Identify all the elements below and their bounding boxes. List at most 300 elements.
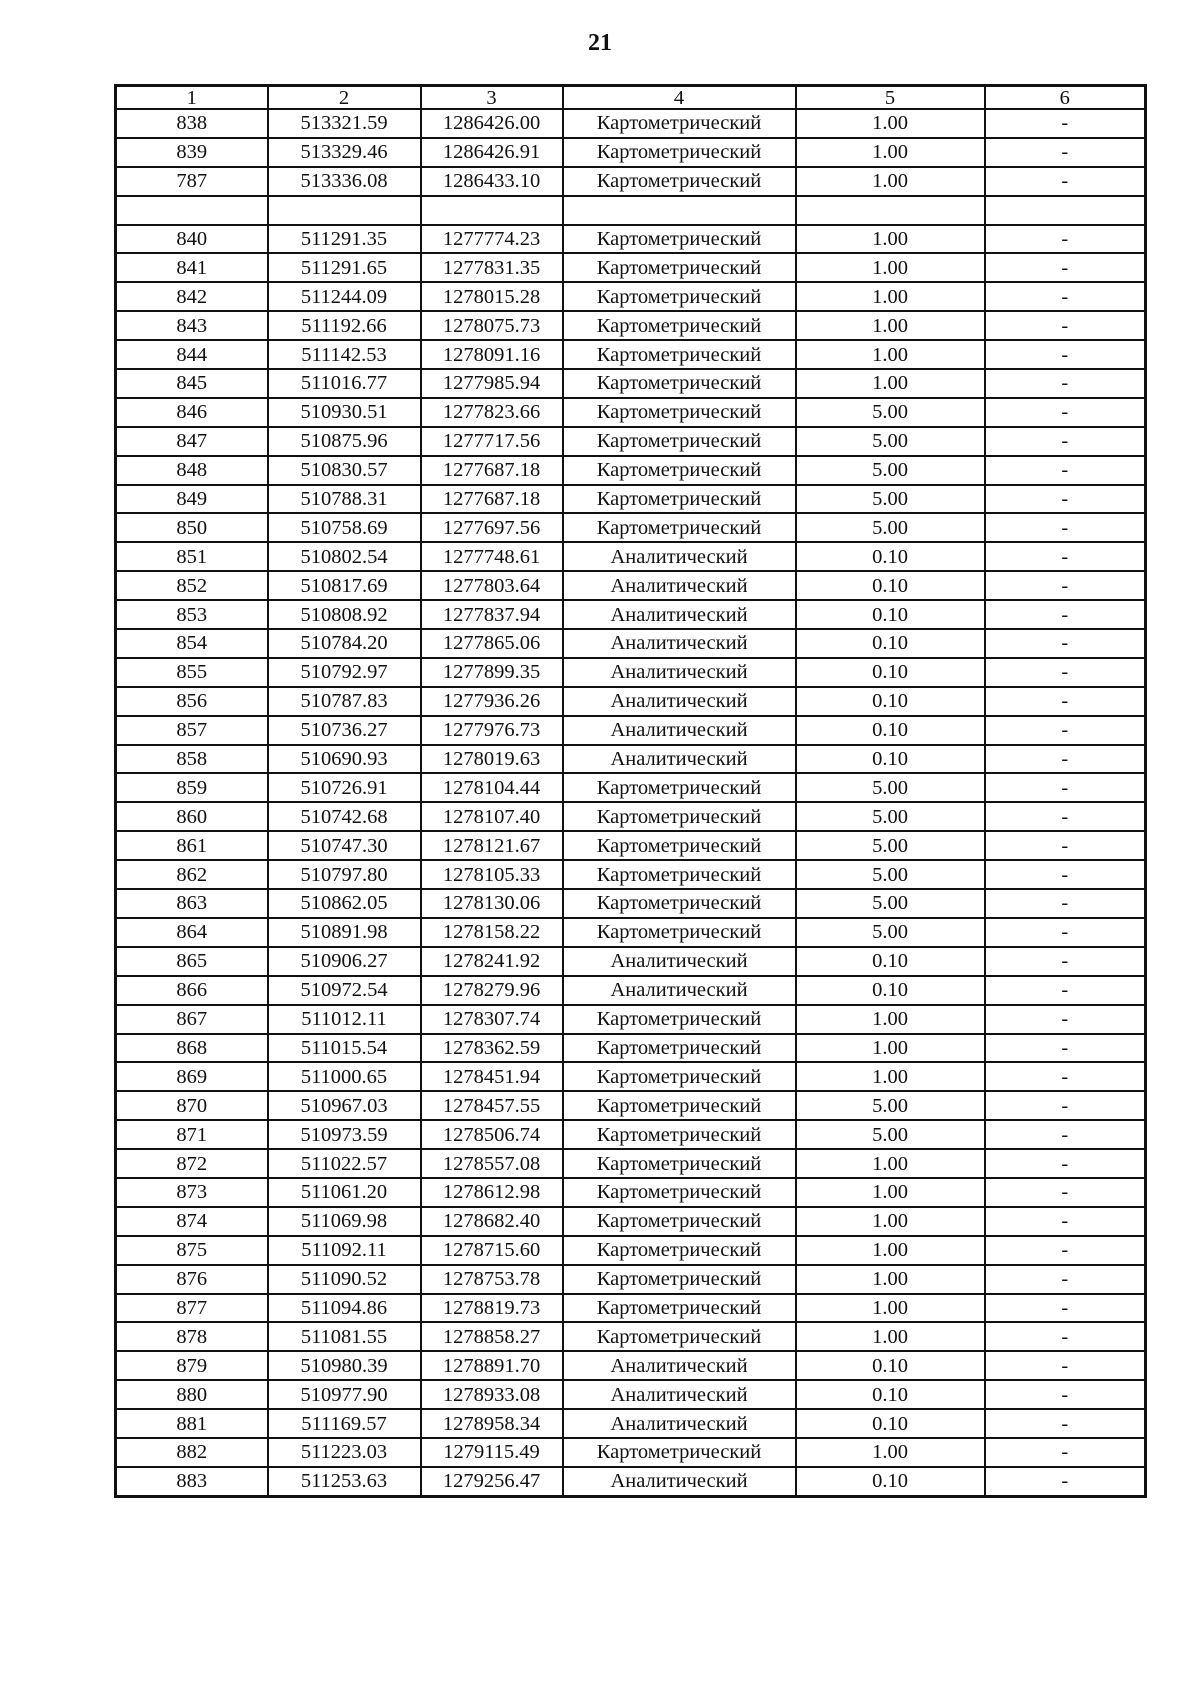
- point-number-cell: [116, 196, 268, 225]
- accuracy-cell: 0.10: [796, 629, 985, 658]
- x-coordinate-cell: 510787.83: [268, 687, 421, 716]
- table-row: [116, 918, 1146, 947]
- method-cell: [563, 196, 796, 225]
- table-row: [116, 600, 1146, 629]
- point-number-cell: 875: [116, 1236, 268, 1265]
- x-coordinate-cell: 510891.98: [268, 918, 421, 947]
- y-coordinate-cell: 1278019.63: [421, 745, 563, 774]
- point-number-cell: 877: [116, 1294, 268, 1323]
- column-header: 5: [796, 86, 985, 110]
- note-cell: -: [985, 311, 1146, 340]
- table-row: [116, 802, 1146, 831]
- point-number-cell: 852: [116, 571, 268, 600]
- x-coordinate-cell: 510967.03: [268, 1091, 421, 1120]
- table-row: [116, 1294, 1146, 1323]
- y-coordinate-cell: 1278891.70: [421, 1351, 563, 1380]
- accuracy-cell: 5.00: [796, 1091, 985, 1120]
- y-coordinate-cell: 1277837.94: [421, 600, 563, 629]
- point-number-cell: 880: [116, 1380, 268, 1409]
- x-coordinate-cell: 511012.11: [268, 1005, 421, 1034]
- x-coordinate-cell: 510802.54: [268, 542, 421, 571]
- x-coordinate-cell: 511169.57: [268, 1409, 421, 1438]
- y-coordinate-cell: 1278451.94: [421, 1062, 563, 1091]
- point-number-cell: 873: [116, 1178, 268, 1207]
- note-cell: -: [985, 1438, 1146, 1467]
- table-row: [116, 485, 1146, 514]
- method-cell: Картометрический: [563, 1178, 796, 1207]
- accuracy-cell: 5.00: [796, 860, 985, 889]
- point-number-cell: 859: [116, 773, 268, 802]
- accuracy-cell: 0.10: [796, 745, 985, 774]
- accuracy-cell: 1.00: [796, 369, 985, 398]
- y-coordinate-cell: 1277985.94: [421, 369, 563, 398]
- table-row: [116, 976, 1146, 1005]
- method-cell: Картометрический: [563, 1265, 796, 1294]
- x-coordinate-cell: 510817.69: [268, 571, 421, 600]
- note-cell: -: [985, 456, 1146, 485]
- point-number-cell: 853: [116, 600, 268, 629]
- x-coordinate-cell: 511192.66: [268, 311, 421, 340]
- table-row: [116, 860, 1146, 889]
- point-number-cell: 843: [116, 311, 268, 340]
- accuracy-cell: 1.00: [796, 1034, 985, 1063]
- note-cell: -: [985, 1034, 1146, 1063]
- x-coordinate-cell: 511253.63: [268, 1467, 421, 1496]
- note-cell: -: [985, 1005, 1146, 1034]
- note-cell: -: [985, 716, 1146, 745]
- method-cell: Картометрический: [563, 889, 796, 918]
- accuracy-cell: 1.00: [796, 340, 985, 369]
- accuracy-cell: 1.00: [796, 1265, 985, 1294]
- method-cell: Аналитический: [563, 687, 796, 716]
- column-header: 1: [116, 86, 268, 110]
- method-cell: Картометрический: [563, 1294, 796, 1323]
- table-row: [116, 282, 1146, 311]
- table-row: [116, 369, 1146, 398]
- note-cell: -: [985, 542, 1146, 571]
- point-number-cell: 787: [116, 167, 268, 196]
- accuracy-cell: 1.00: [796, 1438, 985, 1467]
- note-cell: -: [985, 109, 1146, 138]
- table-row: [116, 196, 1146, 225]
- y-coordinate-cell: 1277774.23: [421, 225, 563, 254]
- accuracy-cell: 5.00: [796, 1120, 985, 1149]
- table-row: [116, 427, 1146, 456]
- table-row: [116, 1438, 1146, 1467]
- method-cell: Аналитический: [563, 947, 796, 976]
- x-coordinate-cell: 511069.98: [268, 1207, 421, 1236]
- note-cell: -: [985, 253, 1146, 282]
- y-coordinate-cell: 1286426.91: [421, 138, 563, 167]
- accuracy-cell: 5.00: [796, 398, 985, 427]
- x-coordinate-cell: 510758.69: [268, 513, 421, 542]
- y-coordinate-cell: 1277831.35: [421, 253, 563, 282]
- method-cell: Аналитический: [563, 1380, 796, 1409]
- x-coordinate-cell: 511000.65: [268, 1062, 421, 1091]
- x-coordinate-cell: 510788.31: [268, 485, 421, 514]
- table-row: [116, 1351, 1146, 1380]
- point-number-cell: 867: [116, 1005, 268, 1034]
- accuracy-cell: 5.00: [796, 485, 985, 514]
- accuracy-cell: 1.00: [796, 167, 985, 196]
- point-number-cell: 855: [116, 658, 268, 687]
- accuracy-cell: 1.00: [796, 1005, 985, 1034]
- y-coordinate-cell: 1277823.66: [421, 398, 563, 427]
- table-row: [116, 658, 1146, 687]
- table-row: [116, 340, 1146, 369]
- x-coordinate-cell: 511061.20: [268, 1178, 421, 1207]
- method-cell: Аналитический: [563, 629, 796, 658]
- method-cell: Аналитический: [563, 1351, 796, 1380]
- note-cell: -: [985, 225, 1146, 254]
- accuracy-cell: 5.00: [796, 802, 985, 831]
- point-number-cell: 882: [116, 1438, 268, 1467]
- method-cell: Аналитический: [563, 1409, 796, 1438]
- y-coordinate-cell: 1277687.18: [421, 485, 563, 514]
- note-cell: -: [985, 1322, 1146, 1351]
- accuracy-cell: 5.00: [796, 456, 985, 485]
- header-row: [116, 86, 1146, 110]
- table-row: [116, 1062, 1146, 1091]
- table-row: [116, 138, 1146, 167]
- method-cell: Картометрический: [563, 456, 796, 485]
- y-coordinate-cell: 1277748.61: [421, 542, 563, 571]
- table-row: [116, 1236, 1146, 1265]
- table-row: [116, 1207, 1146, 1236]
- x-coordinate-cell: 513321.59: [268, 109, 421, 138]
- point-number-cell: 866: [116, 976, 268, 1005]
- table-row: [116, 773, 1146, 802]
- y-coordinate-cell: 1277936.26: [421, 687, 563, 716]
- method-cell: Картометрический: [563, 427, 796, 456]
- x-coordinate-cell: 510972.54: [268, 976, 421, 1005]
- accuracy-cell: 5.00: [796, 427, 985, 456]
- x-coordinate-cell: 510930.51: [268, 398, 421, 427]
- accuracy-cell: 5.00: [796, 831, 985, 860]
- column-header: 2: [268, 86, 421, 110]
- note-cell: -: [985, 1091, 1146, 1120]
- accuracy-cell: 1.00: [796, 1178, 985, 1207]
- point-number-cell: 860: [116, 802, 268, 831]
- point-number-cell: 847: [116, 427, 268, 456]
- note-cell: -: [985, 976, 1146, 1005]
- y-coordinate-cell: 1278557.08: [421, 1149, 563, 1178]
- y-coordinate-cell: 1277687.18: [421, 456, 563, 485]
- note-cell: -: [985, 802, 1146, 831]
- table-row: [116, 947, 1146, 976]
- point-number-cell: 857: [116, 716, 268, 745]
- point-number-cell: 854: [116, 629, 268, 658]
- accuracy-cell: 0.10: [796, 947, 985, 976]
- note-cell: -: [985, 860, 1146, 889]
- x-coordinate-cell: 511022.57: [268, 1149, 421, 1178]
- method-cell: Аналитический: [563, 716, 796, 745]
- y-coordinate-cell: 1277976.73: [421, 716, 563, 745]
- note-cell: -: [985, 1062, 1146, 1091]
- accuracy-cell: 0.10: [796, 1467, 985, 1496]
- method-cell: Картометрический: [563, 253, 796, 282]
- method-cell: Картометрический: [563, 1034, 796, 1063]
- table-row: [116, 398, 1146, 427]
- point-number-cell: 874: [116, 1207, 268, 1236]
- point-number-cell: 840: [116, 225, 268, 254]
- note-cell: -: [985, 340, 1146, 369]
- note-cell: -: [985, 1409, 1146, 1438]
- x-coordinate-cell: 511291.35: [268, 225, 421, 254]
- table-row: [116, 1149, 1146, 1178]
- y-coordinate-cell: 1278279.96: [421, 976, 563, 1005]
- point-number-cell: 849: [116, 485, 268, 514]
- point-number-cell: 861: [116, 831, 268, 860]
- accuracy-cell: 0.10: [796, 600, 985, 629]
- method-cell: Картометрический: [563, 485, 796, 514]
- note-cell: -: [985, 1149, 1146, 1178]
- note-cell: -: [985, 1265, 1146, 1294]
- x-coordinate-cell: 511223.03: [268, 1438, 421, 1467]
- y-coordinate-cell: 1278506.74: [421, 1120, 563, 1149]
- method-cell: Картометрический: [563, 1091, 796, 1120]
- y-coordinate-cell: 1278158.22: [421, 918, 563, 947]
- table-row: [116, 542, 1146, 571]
- accuracy-cell: 1.00: [796, 1149, 985, 1178]
- x-coordinate-cell: 510690.93: [268, 745, 421, 774]
- y-coordinate-cell: 1278753.78: [421, 1265, 563, 1294]
- y-coordinate-cell: 1277697.56: [421, 513, 563, 542]
- method-cell: Картометрический: [563, 860, 796, 889]
- x-coordinate-cell: 511142.53: [268, 340, 421, 369]
- y-coordinate-cell: 1279256.47: [421, 1467, 563, 1496]
- x-coordinate-cell: 510906.27: [268, 947, 421, 976]
- accuracy-cell: 5.00: [796, 773, 985, 802]
- method-cell: Картометрический: [563, 1062, 796, 1091]
- y-coordinate-cell: 1277899.35: [421, 658, 563, 687]
- accuracy-cell: 0.10: [796, 1380, 985, 1409]
- point-number-cell: 844: [116, 340, 268, 369]
- accuracy-cell: [796, 196, 985, 225]
- accuracy-cell: 5.00: [796, 889, 985, 918]
- table-row: [116, 1005, 1146, 1034]
- note-cell: -: [985, 918, 1146, 947]
- x-coordinate-cell: 510830.57: [268, 456, 421, 485]
- x-coordinate-cell: 511291.65: [268, 253, 421, 282]
- point-number-cell: 845: [116, 369, 268, 398]
- note-cell: -: [985, 1207, 1146, 1236]
- x-coordinate-cell: 510875.96: [268, 427, 421, 456]
- table-row: [116, 1265, 1146, 1294]
- method-cell: Картометрический: [563, 802, 796, 831]
- point-number-cell: 872: [116, 1149, 268, 1178]
- table-row: [116, 889, 1146, 918]
- table-row: [116, 1322, 1146, 1351]
- note-cell: -: [985, 1467, 1146, 1496]
- method-cell: Картометрический: [563, 773, 796, 802]
- method-cell: Аналитический: [563, 658, 796, 687]
- note-cell: -: [985, 947, 1146, 976]
- y-coordinate-cell: 1278682.40: [421, 1207, 563, 1236]
- accuracy-cell: 1.00: [796, 225, 985, 254]
- point-number-cell: 842: [116, 282, 268, 311]
- note-cell: [985, 196, 1146, 225]
- method-cell: Аналитический: [563, 600, 796, 629]
- table-row: [116, 571, 1146, 600]
- y-coordinate-cell: 1278819.73: [421, 1294, 563, 1323]
- method-cell: Картометрический: [563, 918, 796, 947]
- note-cell: -: [985, 600, 1146, 629]
- method-cell: Картометрический: [563, 1005, 796, 1034]
- x-coordinate-cell: 511090.52: [268, 1265, 421, 1294]
- x-coordinate-cell: 510977.90: [268, 1380, 421, 1409]
- x-coordinate-cell: 511015.54: [268, 1034, 421, 1063]
- note-cell: -: [985, 513, 1146, 542]
- y-coordinate-cell: 1278362.59: [421, 1034, 563, 1063]
- accuracy-cell: 1.00: [796, 311, 985, 340]
- point-number-cell: 838: [116, 109, 268, 138]
- method-cell: Картометрический: [563, 340, 796, 369]
- method-cell: Картометрический: [563, 311, 796, 340]
- table-row: [116, 745, 1146, 774]
- y-coordinate-cell: [421, 196, 563, 225]
- note-cell: -: [985, 1178, 1146, 1207]
- point-number-cell: 863: [116, 889, 268, 918]
- accuracy-cell: 0.10: [796, 571, 985, 600]
- y-coordinate-cell: 1278241.92: [421, 947, 563, 976]
- note-cell: -: [985, 369, 1146, 398]
- point-number-cell: 841: [116, 253, 268, 282]
- table-row: [116, 1120, 1146, 1149]
- y-coordinate-cell: 1278104.44: [421, 773, 563, 802]
- note-cell: -: [985, 773, 1146, 802]
- method-cell: Картометрический: [563, 1149, 796, 1178]
- table-row: [116, 687, 1146, 716]
- table-row: [116, 311, 1146, 340]
- x-coordinate-cell: 510808.92: [268, 600, 421, 629]
- method-cell: Картометрический: [563, 225, 796, 254]
- table-row: [116, 831, 1146, 860]
- table-row: [116, 1409, 1146, 1438]
- accuracy-cell: 1.00: [796, 1322, 985, 1351]
- method-cell: Картометрический: [563, 1236, 796, 1265]
- point-number-cell: 883: [116, 1467, 268, 1496]
- accuracy-cell: 0.10: [796, 542, 985, 571]
- x-coordinate-cell: 510973.59: [268, 1120, 421, 1149]
- method-cell: Картометрический: [563, 831, 796, 860]
- accuracy-cell: 1.00: [796, 1062, 985, 1091]
- table-body: [116, 109, 1146, 1496]
- method-cell: Аналитический: [563, 745, 796, 774]
- note-cell: -: [985, 138, 1146, 167]
- y-coordinate-cell: 1277803.64: [421, 571, 563, 600]
- note-cell: -: [985, 831, 1146, 860]
- table-row: [116, 513, 1146, 542]
- y-coordinate-cell: 1278933.08: [421, 1380, 563, 1409]
- y-coordinate-cell: 1278612.98: [421, 1178, 563, 1207]
- accuracy-cell: 5.00: [796, 513, 985, 542]
- y-coordinate-cell: 1278307.74: [421, 1005, 563, 1034]
- note-cell: -: [985, 629, 1146, 658]
- point-number-cell: 876: [116, 1265, 268, 1294]
- table-row: [116, 109, 1146, 138]
- column-header: 6: [985, 86, 1146, 110]
- point-number-cell: 869: [116, 1062, 268, 1091]
- method-cell: Аналитический: [563, 571, 796, 600]
- point-number-cell: 870: [116, 1091, 268, 1120]
- x-coordinate-cell: 510742.68: [268, 802, 421, 831]
- table-row: [116, 225, 1146, 254]
- accuracy-cell: 1.00: [796, 1294, 985, 1323]
- x-coordinate-cell: 510784.20: [268, 629, 421, 658]
- x-coordinate-cell: 510736.27: [268, 716, 421, 745]
- method-cell: Картометрический: [563, 1438, 796, 1467]
- y-coordinate-cell: 1286426.00: [421, 109, 563, 138]
- table-row: [116, 1178, 1146, 1207]
- accuracy-cell: 1.00: [796, 253, 985, 282]
- note-cell: -: [985, 1351, 1146, 1380]
- table-row: [116, 253, 1146, 282]
- y-coordinate-cell: 1278015.28: [421, 282, 563, 311]
- note-cell: -: [985, 282, 1146, 311]
- note-cell: -: [985, 167, 1146, 196]
- y-coordinate-cell: 1278715.60: [421, 1236, 563, 1265]
- x-coordinate-cell: 510980.39: [268, 1351, 421, 1380]
- x-coordinate-cell: 510726.91: [268, 773, 421, 802]
- table-row: [116, 456, 1146, 485]
- point-number-cell: 879: [116, 1351, 268, 1380]
- accuracy-cell: 0.10: [796, 716, 985, 745]
- accuracy-cell: 1.00: [796, 138, 985, 167]
- table-row: [116, 1467, 1146, 1496]
- x-coordinate-cell: 510862.05: [268, 889, 421, 918]
- accuracy-cell: 1.00: [796, 109, 985, 138]
- method-cell: Картометрический: [563, 138, 796, 167]
- method-cell: Картометрический: [563, 513, 796, 542]
- point-number-cell: 864: [116, 918, 268, 947]
- method-cell: Картометрический: [563, 167, 796, 196]
- y-coordinate-cell: 1278858.27: [421, 1322, 563, 1351]
- table-row: [116, 167, 1146, 196]
- x-coordinate-cell: 510797.80: [268, 860, 421, 889]
- column-header: 4: [563, 86, 796, 110]
- method-cell: Аналитический: [563, 542, 796, 571]
- method-cell: Картометрический: [563, 1120, 796, 1149]
- note-cell: -: [985, 687, 1146, 716]
- y-coordinate-cell: 1277865.06: [421, 629, 563, 658]
- x-coordinate-cell: 511016.77: [268, 369, 421, 398]
- x-coordinate-cell: 513336.08: [268, 167, 421, 196]
- point-number-cell: 851: [116, 542, 268, 571]
- point-number-cell: 848: [116, 456, 268, 485]
- x-coordinate-cell: [268, 196, 421, 225]
- page-number: 21: [588, 30, 612, 56]
- note-cell: -: [985, 745, 1146, 774]
- note-cell: -: [985, 1120, 1146, 1149]
- accuracy-cell: 0.10: [796, 1409, 985, 1438]
- table-header: [116, 86, 1146, 110]
- note-cell: -: [985, 658, 1146, 687]
- point-number-cell: 878: [116, 1322, 268, 1351]
- x-coordinate-cell: 511094.86: [268, 1294, 421, 1323]
- point-number-cell: 850: [116, 513, 268, 542]
- accuracy-cell: 0.10: [796, 976, 985, 1005]
- column-header: 3: [421, 86, 563, 110]
- note-cell: -: [985, 1294, 1146, 1323]
- point-number-cell: 856: [116, 687, 268, 716]
- x-coordinate-cell: 510792.97: [268, 658, 421, 687]
- note-cell: -: [985, 571, 1146, 600]
- x-coordinate-cell: 511092.11: [268, 1236, 421, 1265]
- method-cell: Картометрический: [563, 398, 796, 427]
- y-coordinate-cell: 1278105.33: [421, 860, 563, 889]
- table-row: [116, 1091, 1146, 1120]
